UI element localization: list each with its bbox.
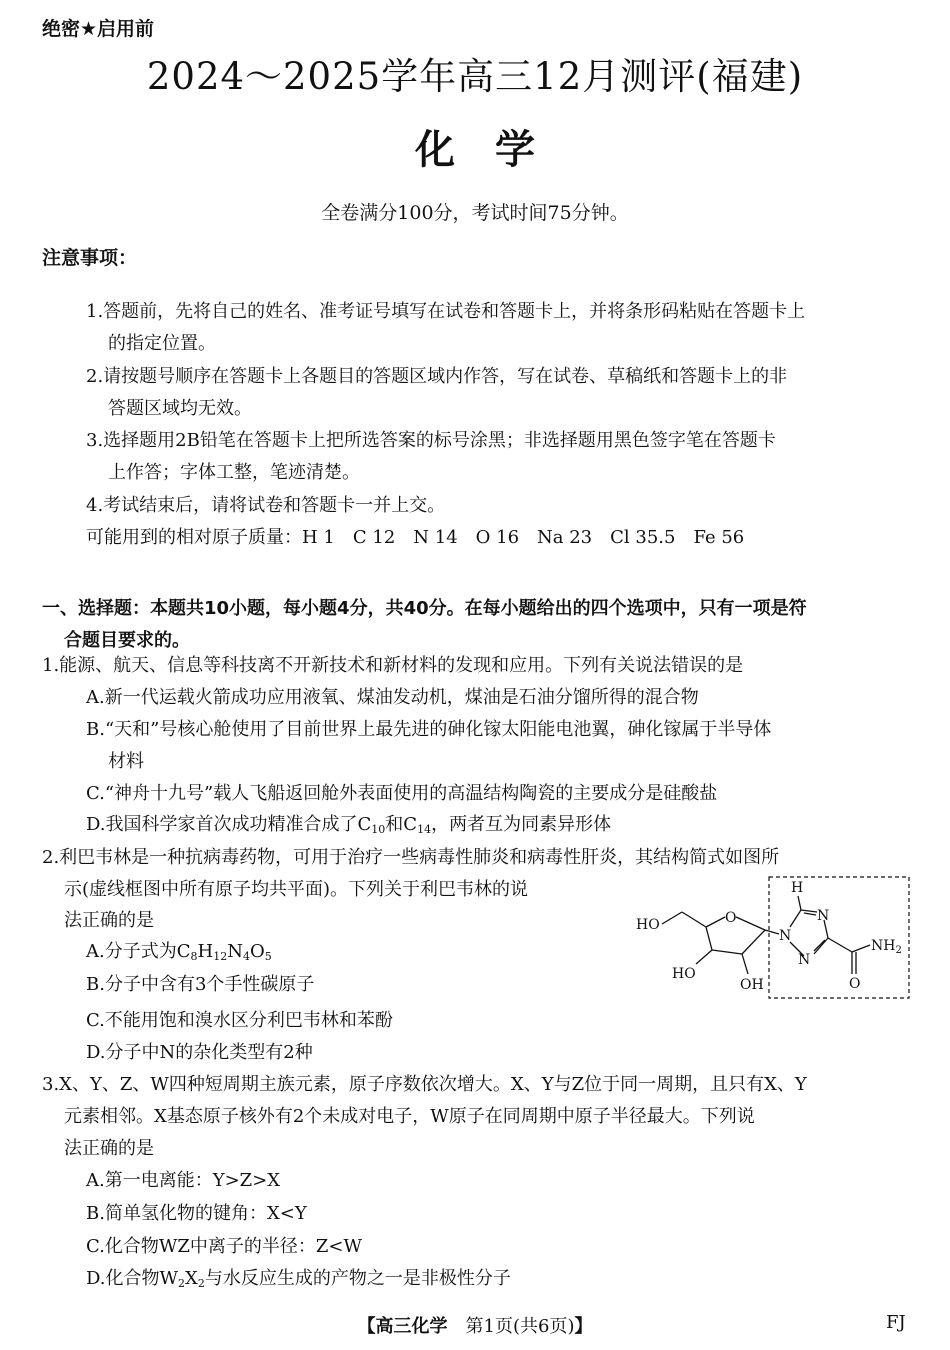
mol-label-ho: HO <box>636 917 660 933</box>
q1-d-text-end: ，两者互为同素异形体 <box>431 814 612 835</box>
q2-option-d: D.分子中N的杂化类型有2种 <box>86 1042 313 1063</box>
q2-stem: 2.利巴韦林是一种抗病毒药物，可用于治疗一些病毒性肺炎和病毒性肝炎，其结构简式如图所 <box>42 847 780 868</box>
footer-course: 高三化学 <box>375 1316 448 1337</box>
q3-d-text-end: 与水反应生成的产物之一是非极性分子 <box>204 1268 511 1289</box>
q2-a-text: A.分子式为C <box>86 941 191 962</box>
footer-bracket-right: 】 <box>574 1316 593 1337</box>
notice-line-2: 2.请按题号顺序在答题卡上各题目的答题区域内作答，写在试卷、草稿纸和答题卡上的非 <box>86 366 788 387</box>
q3-d-text: D.化合物W <box>86 1268 179 1289</box>
q1-option-a: A.新一代运载火箭成功应用液氧、煤油发动机，煤油是石油分馏所得的混合物 <box>86 687 699 708</box>
q1-option-b: B.“天和”号核心舱使用了目前世界上最先进的砷化镓太阳能电池翼，砷化镓属于半导体 <box>86 719 772 740</box>
q1-option-c: C.“神舟十九号”载人飞船返回舱外表面使用的高温结构陶瓷的主要成分是硅酸盐 <box>86 783 718 804</box>
q3-option-d <box>86 1269 511 1294</box>
page-footer <box>0 1312 950 1338</box>
q2-option-a <box>86 942 272 967</box>
exam-title: 2024～2025学年高三12月测评(福建) <box>146 55 804 98</box>
section-heading: 一、选择题：本题共10小题，每小题4分，共40分。在每小题给出的四个选项中，只有一项是符 <box>42 598 807 619</box>
q1-d-text-mid: 和C <box>385 814 418 835</box>
footer-code: FJ <box>886 1312 906 1333</box>
q1-stem: 1.能源、航天、信息等科技离不开新技术和新材料的发现和应用。下列有关说法错误的是 <box>42 655 744 676</box>
q1-d-sub-10: 10 <box>371 823 386 836</box>
mol-label-ho: HO <box>672 966 696 982</box>
q1-d-text: D.我国科学家首次成功精准合成了C <box>86 814 372 835</box>
mol-label-oh: OH <box>740 977 764 993</box>
notice-line-3: 3.选择题用2B铅笔在答题卡上把所选答案的标号涂黑；非选择题用黑色签字笔在答题卡 <box>86 430 776 451</box>
q3-option-b: B.简单氢化物的键角：X<Y <box>86 1203 307 1224</box>
q1-d-sub-14: 14 <box>417 823 432 836</box>
q2-stem-cont: 示(虚线框图中所有原子均共平面)。下列关于利巴韦林的说 <box>64 879 529 900</box>
mol-label-h: H <box>791 880 804 896</box>
q3-d-sub: 2 <box>197 1277 205 1290</box>
subject-title: 化学 <box>415 126 575 173</box>
q2-option-b: B.分子中含有3个手性碳原子 <box>86 974 315 995</box>
q3-option-a: A.第一电离能：Y>Z>X <box>86 1170 281 1191</box>
q1-option-b-cont: 材料 <box>108 751 144 772</box>
q3-d-x: X <box>185 1268 198 1289</box>
q2-stem-cont-2: 法正确的是 <box>64 910 154 931</box>
mol-label-carbonyl-o: O <box>849 976 861 992</box>
mol-label-n: N <box>817 908 830 924</box>
q2-option-c: C.不能用饱和溴水区分利巴韦林和苯酚 <box>86 1010 393 1031</box>
notice-line-1-cont: 的指定位置。 <box>108 333 216 354</box>
q2-a-sub: 4 <box>242 950 250 963</box>
notice-heading: 注意事项： <box>42 247 138 269</box>
mol-label-n: N <box>798 952 811 968</box>
atomic-masses: 可能用到的相对原子质量：H 1 C 12 N 14 O 16 Na 23 Cl 35.5 Fe 56 <box>86 527 745 548</box>
footer-page-number: 第1页(共6页) <box>447 1316 575 1337</box>
q3-stem-cont-2: 法正确的是 <box>64 1138 154 1159</box>
footer-bracket-left: 【 <box>357 1316 376 1337</box>
score-info: 全卷满分100分，考试时间75分钟。 <box>321 202 629 224</box>
mol-label-nh2: $NH_2$ <box>871 938 902 956</box>
notice-line-3-cont: 上作答；字体工整，笔迹清楚。 <box>108 462 360 483</box>
q3-d-sub: 2 <box>178 1277 186 1290</box>
notice-line-4: 4.考试结束后，请将试卷和答题卡一并上交。 <box>86 495 446 516</box>
q2-a-sub: 5 <box>264 950 272 963</box>
ribavirin-structure <box>628 872 912 1002</box>
confidential-label: 绝密★启用前 <box>42 18 155 40</box>
q2-a-n: N <box>227 941 243 962</box>
q3-option-c: C.化合物WZ中离子的半径：Z<W <box>86 1236 362 1257</box>
q3-stem-cont: 元素相邻。X基态原子核外有2个未成对电子，W原子在同周期中原子半径最大。下列说 <box>64 1106 755 1127</box>
notice-line-1: 1.答题前，先将自己的姓名、准考证号填写在试卷和答题卡上，并将条形码粘贴在答题卡上 <box>86 301 806 322</box>
notice-line-2-cont: 答题区域均无效。 <box>108 398 252 419</box>
q2-a-h: H <box>197 941 214 962</box>
mol-label-ring-o: O <box>725 910 737 926</box>
q1-option-d <box>86 815 611 840</box>
mol-label-n: N <box>779 928 792 944</box>
q2-a-sub: 12 <box>213 950 228 963</box>
q3-stem: 3.X、Y、Z、W四种短周期主族元素，原子序数依次增大。X、Y与Z位于同一周期，且只有X、Y <box>42 1074 807 1095</box>
q2-a-sub: 8 <box>190 950 198 963</box>
section-heading-cont: 合题目要求的。 <box>64 630 190 651</box>
q2-a-o: O <box>249 941 265 962</box>
